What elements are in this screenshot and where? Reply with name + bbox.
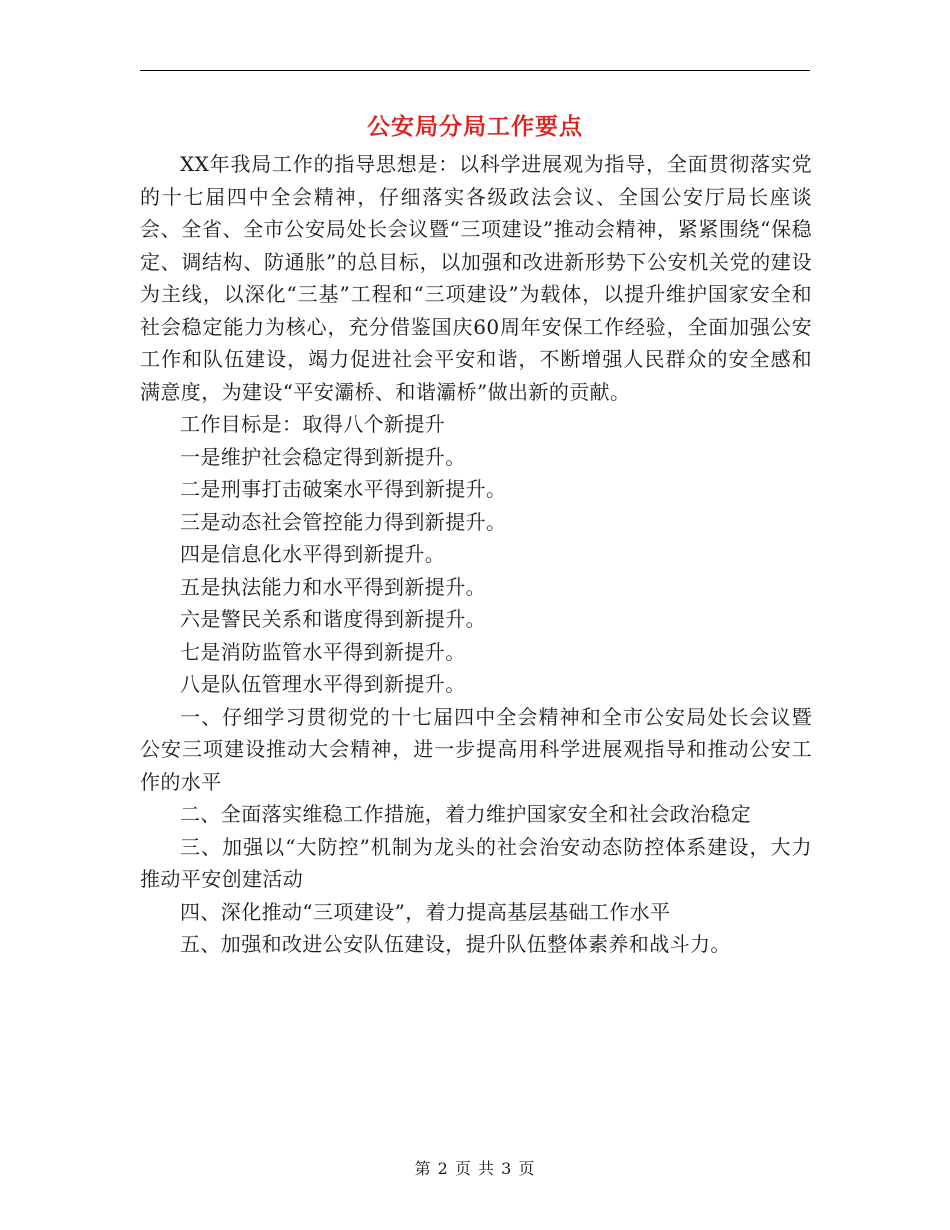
paragraph-work-goal: 工作目标是：取得八个新提升 xyxy=(180,412,446,436)
paragraph-goal-8: 八是队伍管理水平得到新提升。 xyxy=(180,672,466,696)
paragraph-section-3: 三、加强以“大防控”机制为龙头的社会治安动态防控体系建设，大力推动平安创建活动 xyxy=(140,834,812,891)
paragraph-goal-5: 五是执法能力和水平得到新提升。 xyxy=(180,574,486,599)
paragraph-goal-7: 七是消防监管水平得到新提升。 xyxy=(180,639,466,664)
document-body xyxy=(140,148,812,961)
paragraph-goal-2: 二是刑事打击破案水平得到新提升。 xyxy=(180,477,507,501)
paragraph-goal-3: 三是动态社会管控能力得到新提升。 xyxy=(180,509,507,534)
document-title: 公安局分局工作要点 xyxy=(367,113,583,140)
paragraph-guiding-thought: XX年我局工作的指导思想是：以科学进展观为指导，全面贯彻落实党的十七届四中全会精神，仔细落实各级政法会议、全国公安厅局长座谈会、全省、全市公安局处长会议暨“三项建设”推动会精神，紧紧围绕“保稳定、调结构、防通胀”的总目标，以加强和改进新形势下公安机关党的建设为主线，以深化“三基”工程和“三项建设”为载体，以提升维护国家安全和社会稳定能力为核心，充分借鉴国庆60周年安保工作经验，全面加强公安工作和队伍建设，竭力促进社会平安和谐，不断增强人民群众的安全感和满意度，为建设“平安灞桥、和谐灞桥”做出新的贡献。 xyxy=(140,152,812,404)
paragraph-section-4: 四、深化推动“三项建设”，着力提高基层基础工作水平 xyxy=(180,899,671,924)
paragraph-goal-6: 六是警民关系和谐度得到新提升。 xyxy=(180,607,486,631)
paragraph-section-5: 五、加强和改进公安队伍建设，提升队伍整体素养和战斗力。 xyxy=(180,932,731,956)
page-number: 第 2 页 共 3 页 xyxy=(414,1159,536,1178)
paragraph-goal-1: 一是维护社会稳定得到新提升。 xyxy=(180,444,466,469)
paragraph-goal-4: 四是信息化水平得到新提升。 xyxy=(180,542,446,566)
header-rule xyxy=(140,70,810,71)
paragraph-section-1: 一、仔细学习贯彻党的十七届四中全会精神和全市公安局处长会议暨公安三项建设推动大会精神，进一步提高用科学进展观指导和推动公安工作的水平 xyxy=(140,704,812,794)
paragraph-section-2: 二、全面落实维稳工作措施，着力维护国家安全和社会政治稳定 xyxy=(180,802,752,826)
